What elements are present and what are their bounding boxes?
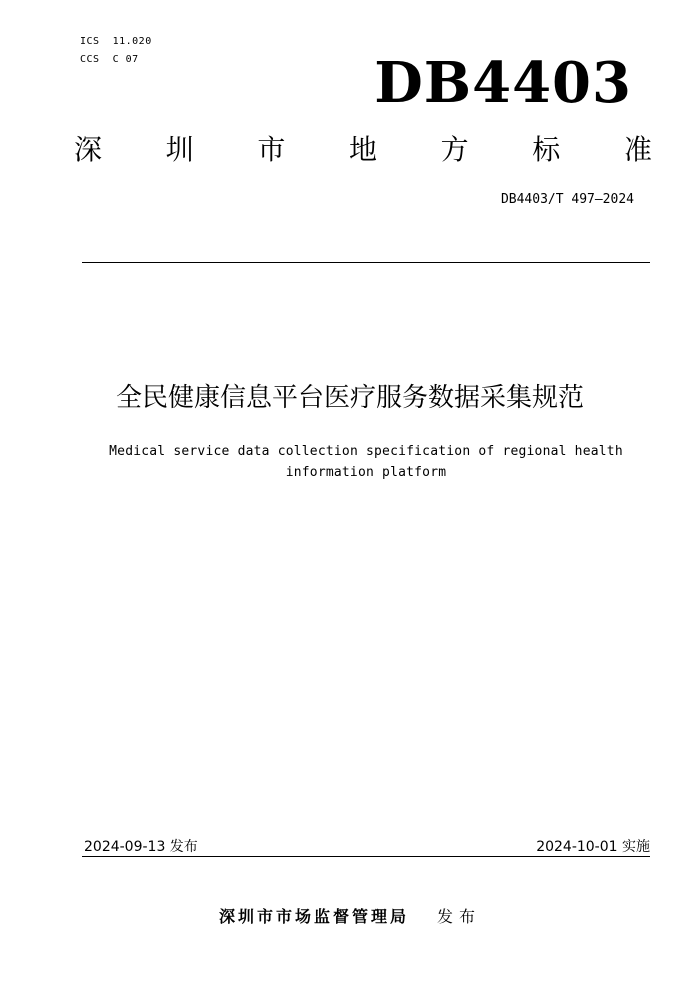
implementation-date: 2024-10-01 实施 <box>536 839 650 855</box>
standard-type-char: 方 <box>440 133 469 166</box>
publisher-name: 深圳市市场监督管理局 <box>218 907 409 926</box>
document-title-english: Medical service data collection specification of regional health information platform <box>109 444 623 480</box>
publish-label: 发布 <box>437 907 482 926</box>
standard-logo: DB4403 <box>374 50 632 116</box>
standard-number: DB4403/T 497—2024 <box>500 192 634 207</box>
standard-type-char: 准 <box>623 133 652 166</box>
standard-type-char: 地 <box>348 133 377 166</box>
ics-code: ICS 11.020 <box>80 36 152 47</box>
standard-type-char: 标 <box>532 133 561 166</box>
publisher-line <box>0 904 700 927</box>
standard-type-char: 圳 <box>165 133 194 166</box>
standard-type-char: 深 <box>74 133 103 166</box>
document-title-chinese: 全民健康信息平台医疗服务数据采集规范 <box>115 383 584 413</box>
issue-date: 2024-09-13 发布 <box>84 839 198 855</box>
standard-type <box>74 133 652 166</box>
bottom-divider <box>82 856 650 857</box>
standard-type-char: 市 <box>257 133 286 166</box>
top-divider <box>82 262 650 263</box>
ccs-code: CCS C 07 <box>80 54 139 65</box>
